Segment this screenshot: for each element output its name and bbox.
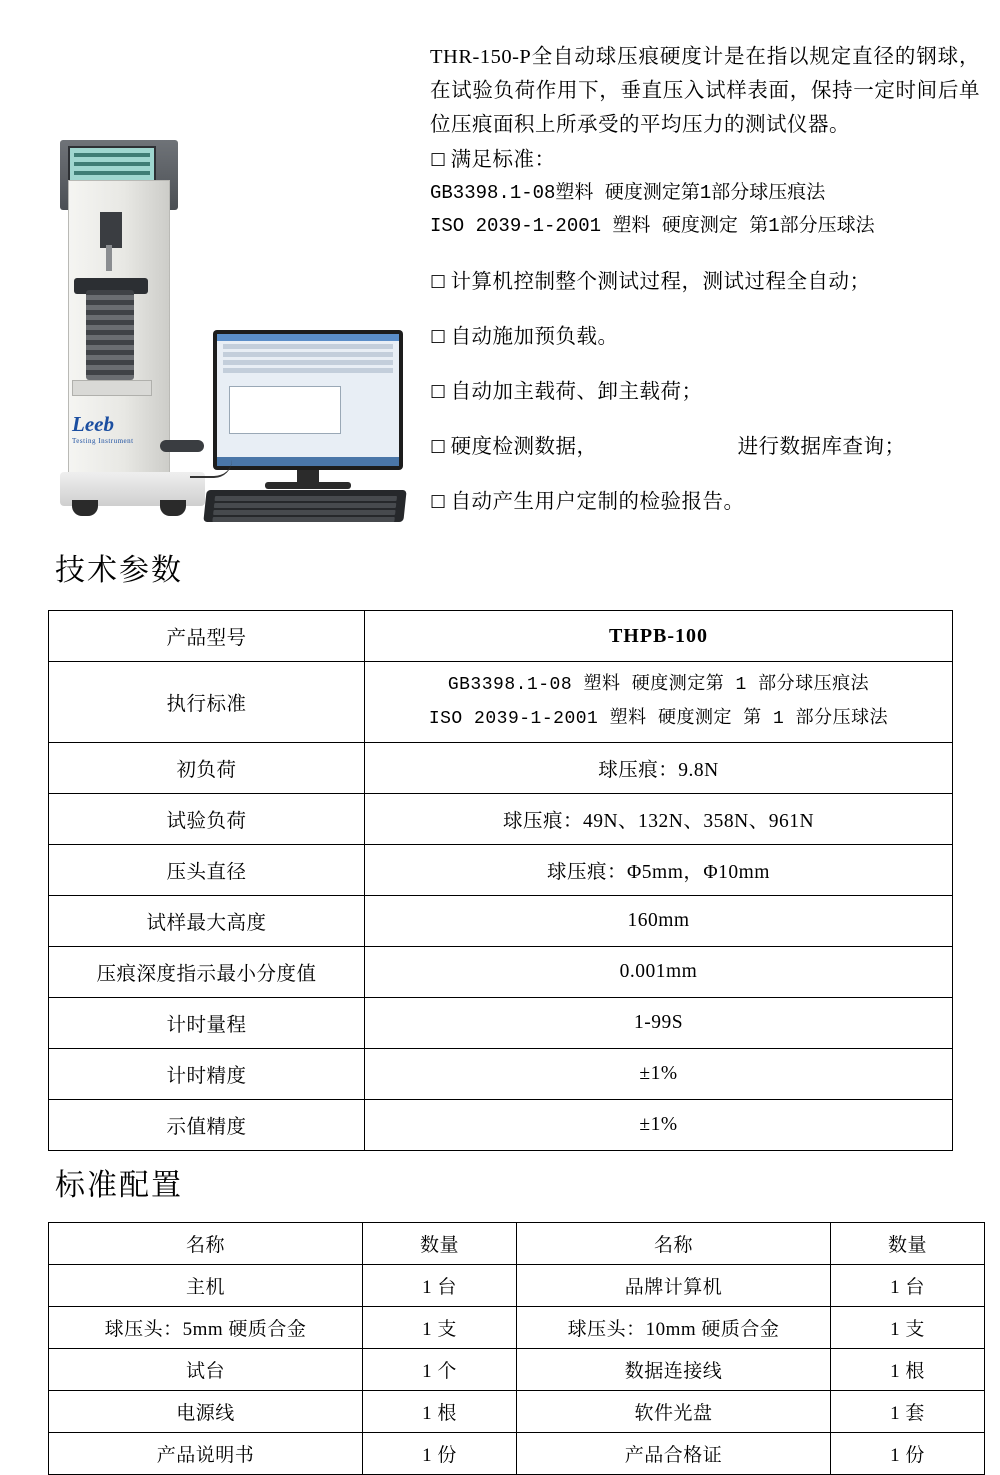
software-row [223,344,393,349]
table-row [49,1049,953,1100]
feature-item-4 [430,408,980,463]
table-row [49,998,953,1049]
checkbox-icon: □ [430,326,447,346]
spec-value: 球压痕：Φ5mm，Φ10mm [365,845,953,896]
config-item-qty: 1 根 [831,1349,985,1391]
spec-label: 试验负荷 [49,794,365,845]
config-item-qty: 1 台 [831,1265,985,1307]
brand-name: Leeb [72,412,114,436]
checkbox-icon: □ [430,271,447,291]
feature-label-suffix: 进行数据库查询； [737,436,906,458]
feature-label-prefix: 硬度检测数据， [450,436,598,458]
spec-value: 0.001mm [365,947,953,998]
table-row [49,1433,985,1475]
section-title-config: 标准配置 [55,1169,183,1202]
product-photo [20,30,420,520]
config-item-name: 产品说明书 [49,1433,363,1475]
spec-label: 计时精度 [49,1049,365,1100]
table-row [49,1100,953,1151]
standard-heading [430,142,980,177]
spec-label: 计时量程 [49,998,365,1049]
spec-label: 执行标准 [49,662,365,743]
checkbox-icon: □ [430,491,447,511]
config-item-name: 主机 [49,1265,363,1307]
checkbox-icon: □ [430,381,447,401]
config-header-name: 名称 [517,1223,831,1265]
feature-label: 计算机控制整个测试过程，测试过程全自动； [450,271,871,293]
config-table [48,1222,985,1475]
config-header-name: 名称 [49,1223,363,1265]
table-row [49,1349,985,1391]
spec-value-line2: ISO 2039-1-2001 塑料 硬度测定 第 1 部分压球法 [428,709,889,729]
keyboard-row [214,503,397,508]
config-item-name: 试台 [49,1349,363,1391]
feature-item-2 [430,298,980,353]
software-row [223,352,393,357]
table-row [49,1265,985,1307]
spec-label: 压头直径 [49,845,365,896]
table-row [49,662,953,743]
config-item-name: 球压头：10mm 硬质合金 [517,1307,831,1349]
table-row [49,845,953,896]
display-line [74,162,150,166]
feature-item-1 [430,243,980,298]
brand-logo [72,412,134,445]
spec-table [48,610,953,1151]
table-row [49,1307,985,1349]
software-panel [229,386,341,434]
spec-label: 试样最大高度 [49,896,365,947]
monitor [213,330,403,470]
software-row [223,360,393,365]
table-row [49,947,953,998]
spec-value: 球压痕：49N、132N、358N、961N [365,794,953,845]
config-item-qty: 1 份 [831,1433,985,1475]
tester-handwheel [160,440,204,452]
software-row [223,368,393,373]
spec-value: ±1% [365,1049,953,1100]
feature-item-5 [430,463,980,518]
config-item-name: 数据连接线 [517,1349,831,1391]
tester-spindle [100,212,122,248]
intro-column [420,30,980,520]
computer-illustration [205,330,410,530]
standard-heading-label: 满足标准： [450,149,556,171]
spec-label: 初负荷 [49,743,365,794]
display-line [74,153,150,157]
tester-indenter [106,245,112,271]
checkbox-icon: □ [430,436,447,456]
software-titlebar [217,334,399,341]
tester-elevating-screw [86,290,134,380]
table-row [49,794,953,845]
spec-value-line1: GB3398.1-08 塑料 硬度测定第 1 部分球压痕法 [447,675,870,695]
software-taskbar [217,457,399,466]
tester-foot [72,500,98,516]
config-item-name: 品牌计算机 [517,1265,831,1307]
top-section [0,0,1000,520]
table-row [49,1391,985,1433]
keyboard-row [215,496,398,501]
config-item-name: 产品合格证 [517,1433,831,1475]
spec-value: 球压痕：9.8N [365,743,953,794]
config-item-qty: 1 支 [831,1307,985,1349]
config-item-name: 软件光盘 [517,1391,831,1433]
config-item-qty: 1 份 [363,1433,517,1475]
tester-test-stage [72,380,152,396]
monitor-screen-content [217,334,399,466]
standard-line-gb: GB3398.1-08塑料 硬度测定第1部分球压痕法 [430,182,826,204]
hardness-tester-illustration [60,140,205,520]
spec-value: 160mm [365,896,953,947]
table-row [49,896,953,947]
spec-value: 1-99S [365,998,953,1049]
config-header-qty: 数量 [831,1223,985,1265]
spec-label: 示值精度 [49,1100,365,1151]
config-item-qty: 1 台 [363,1265,517,1307]
spec-label: 产品型号 [49,611,365,662]
tester-foot [160,500,186,516]
keyboard [203,490,406,522]
table-header-row [49,1223,985,1265]
keyboard-row [213,510,396,515]
feature-label: 自动加主载荷、卸主载荷； [450,381,703,403]
brand-tagline: Testing Instrument [72,437,134,445]
config-item-qty: 1 支 [363,1307,517,1349]
config-header-qty: 数量 [363,1223,517,1265]
spec-value: ±1% [365,1100,953,1151]
config-item-qty: 1 套 [831,1391,985,1433]
config-item-qty: 1 个 [363,1349,517,1391]
config-item-name: 电源线 [49,1391,363,1433]
section-title-tech: 技术参数 [55,554,183,587]
feature-label: 自动产生用户定制的检验报告。 [450,491,745,513]
monitor-foot [265,482,351,489]
intro-paragraph: THR-150-P全自动球压痕硬度计是在指以规定直径的钢球，在试验负荷作用下，垂直压入试样表面，保持一定时间后单位压痕面积上所承受的平均压力的测试仪器。 [430,46,980,136]
config-item-qty: 1 根 [363,1391,517,1433]
feature-item-3 [430,353,980,408]
checkbox-icon: □ [430,149,447,169]
spec-value: THPB-100 [365,611,953,662]
table-row [49,743,953,794]
spec-label: 压痕深度指示最小分度值 [49,947,365,998]
config-item-name: 球压头：5mm 硬质合金 [49,1307,363,1349]
display-line [74,171,150,175]
table-row [49,611,953,662]
spec-value [365,662,953,743]
keyboard-row [212,517,395,522]
feature-label: 自动施加预负载。 [450,326,619,348]
standard-line-iso: ISO 2039-1-2001 塑料 硬度测定 第1部分压球法 [430,215,875,237]
